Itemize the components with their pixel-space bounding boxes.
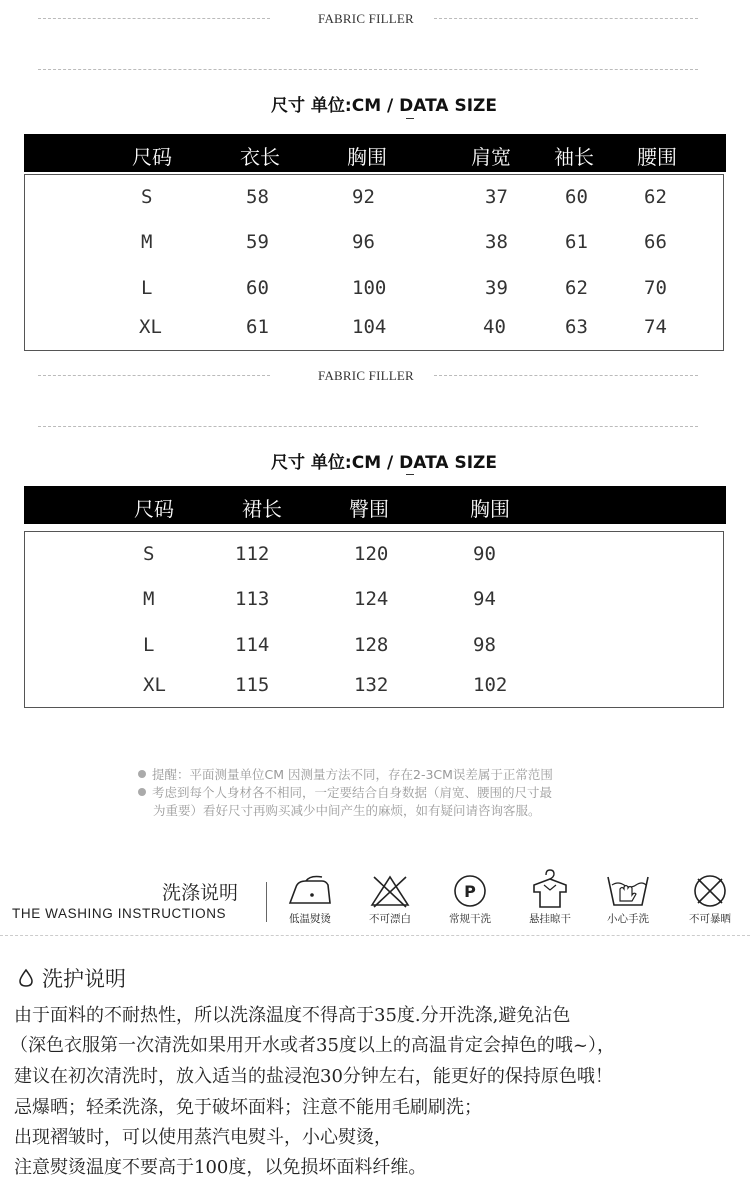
cell: 124 (354, 588, 389, 610)
fabric-filler-divider-1 (38, 9, 698, 29)
wash-symbol (520, 868, 580, 926)
care-line: 注意熨烫温度不要高于100度，以免损坏面料纤维。 (14, 1157, 427, 1178)
dashed-separator (38, 426, 698, 427)
cell: 128 (354, 634, 389, 656)
note-line: 为重要）看好尺寸再购买减少中间产生的麻烦，如有疑问请咨询客服。 (153, 803, 541, 818)
cell: 132 (354, 674, 389, 696)
cell: 62 (644, 186, 667, 208)
cell: 39 (485, 277, 508, 299)
cell: 102 (473, 674, 508, 696)
title-underline (406, 118, 414, 119)
col-header: 胸围 (470, 497, 510, 521)
wash-symbol (680, 873, 740, 926)
water-drop-icon (18, 968, 34, 988)
cell-size: M (143, 588, 155, 610)
col-header: 肩宽 (471, 145, 511, 169)
col-header: 腰围 (637, 145, 677, 169)
care-line: 忌爆晒；轻柔洗涤，免于破坏面料；注意不能用毛刷刷洗； (14, 1097, 482, 1118)
cell: 66 (644, 231, 667, 253)
note-line: 考虑到每个人身材各不相同，一定要结合自身数据（肩宽、腰围的尺寸最 (152, 785, 553, 800)
cell: 92 (352, 186, 375, 208)
table2-header (24, 486, 726, 524)
care-line: 由于面料的不耐热性，所以洗涤温度不得高于35度.分开洗涤,避免沾色 (14, 1005, 571, 1026)
cell: 62 (565, 277, 588, 299)
cell: 61 (565, 231, 588, 253)
icon-label: 不可漂白 (369, 913, 411, 925)
cell: 113 (235, 588, 270, 610)
filler-label: FABRIC FILLER (318, 368, 414, 383)
measurement-notes (138, 766, 553, 820)
col-header: 衣长 (240, 145, 280, 169)
cell-size: S (143, 543, 155, 565)
title-underline (406, 474, 414, 475)
cell: 74 (644, 316, 667, 338)
care-line: 建议在初次清洗时，放入适当的盐浸泡30分钟左右，能更好的保持原色哦！ (14, 1066, 613, 1087)
cell: 114 (235, 634, 270, 656)
col-header: 尺码 (134, 497, 174, 521)
hang-dry-icon (526, 868, 574, 909)
cell-size: L (141, 277, 153, 299)
care-title-text: 洗护说明 (42, 967, 126, 991)
care-line: 出现褶皱时，可以使用蒸汽电熨斗，小心熨烫， (14, 1127, 392, 1148)
wash-symbol (360, 873, 420, 926)
cell-size: L (143, 634, 155, 656)
cell: 96 (352, 231, 375, 253)
cell: 104 (352, 316, 387, 338)
care-title (18, 963, 126, 993)
cell: 59 (246, 231, 269, 253)
bullet-icon (138, 788, 146, 796)
icon-label: 悬挂晾干 (529, 913, 571, 925)
table2-body (24, 531, 724, 708)
cell-size: S (141, 186, 153, 208)
fabric-filler-divider-2 (38, 366, 698, 386)
dashed-separator (38, 69, 698, 70)
wash-symbol (280, 873, 340, 926)
iron-low-temp-icon (286, 873, 334, 909)
cell-size: XL (143, 674, 166, 696)
cell: 90 (473, 543, 496, 565)
bullet-icon (138, 770, 146, 778)
divider (266, 882, 267, 922)
svg-text:P: P (464, 882, 476, 901)
hand-wash-icon (604, 873, 652, 909)
cell: 61 (246, 316, 269, 338)
wash-symbol (440, 873, 500, 926)
col-header: 裙长 (242, 497, 282, 521)
cell: 60 (565, 186, 588, 208)
washing-subtitle: THE WASHING INSTRUCTIONS (12, 906, 227, 921)
cell: 58 (246, 186, 269, 208)
dry-clean-p-icon (450, 873, 490, 909)
cell: 98 (473, 634, 496, 656)
cell: 40 (483, 316, 506, 338)
icon-label: 小心手洗 (607, 913, 649, 925)
cell: 38 (485, 231, 508, 253)
cell-size: M (141, 231, 153, 253)
cell: 120 (354, 543, 389, 565)
size-title: 尺寸 单位:CM / DATA SIZE (271, 453, 497, 473)
col-header: 尺码 (132, 145, 172, 169)
icon-label: 低温熨烫 (289, 913, 331, 925)
cell: 60 (246, 277, 269, 299)
cell: 112 (235, 543, 270, 565)
cell: 115 (235, 674, 270, 696)
cell: 37 (485, 186, 508, 208)
no-bleach-icon (368, 873, 412, 909)
no-tumble-dry-icon (690, 873, 730, 909)
col-header: 胸围 (347, 145, 387, 169)
table1-header (24, 134, 726, 172)
section-divider (0, 935, 750, 937)
cell: 100 (352, 277, 387, 299)
care-line: （深色衣服第一次清洗如果用开水或者35度以上的高温肯定会掉色的哦~）， (10, 1035, 615, 1056)
col-header: 袖长 (554, 145, 594, 169)
table1-body (24, 174, 724, 351)
filler-label: FABRIC FILLER (318, 11, 414, 26)
note-line: 提醒：平面测量单位CM 因测量方法不同，存在2-3CM误差属于正常范围 (152, 767, 553, 782)
cell-size: XL (139, 316, 162, 338)
icon-label: 不可暴晒 (689, 913, 731, 925)
col-header: 臀围 (349, 497, 389, 521)
cell: 94 (473, 588, 496, 610)
wash-symbol (598, 873, 658, 926)
icon-label: 常规干洗 (449, 913, 491, 925)
cell: 63 (565, 316, 588, 338)
washing-title: 洗涤说明 (162, 882, 239, 904)
size-title: 尺寸 单位:CM / DATA SIZE (271, 96, 497, 116)
cell: 70 (644, 277, 667, 299)
